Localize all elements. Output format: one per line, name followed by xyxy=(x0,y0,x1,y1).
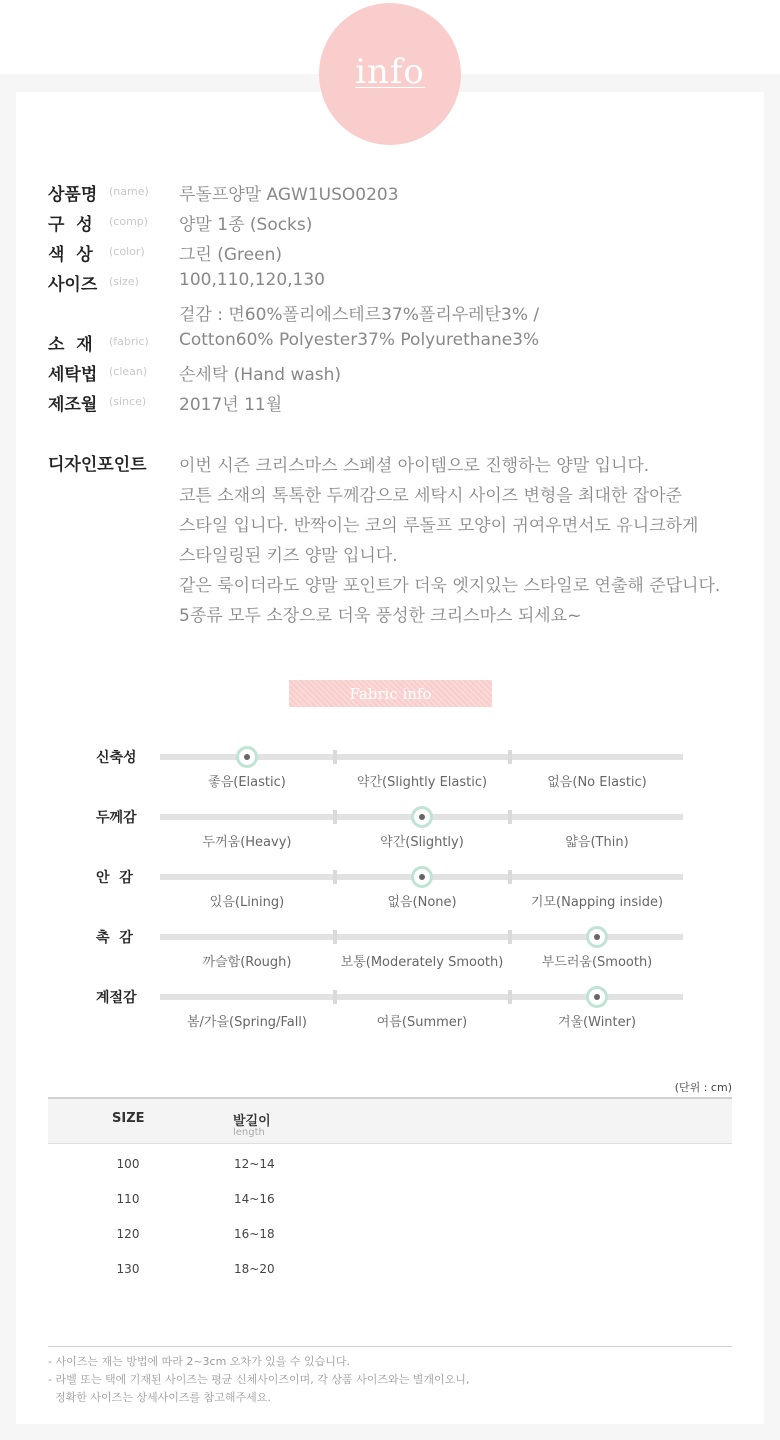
fabric-attribute-label: 두께감 xyxy=(96,810,137,826)
info-badge-label: info xyxy=(355,52,425,92)
scale-divider xyxy=(333,810,337,824)
scale-divider xyxy=(508,930,512,944)
spec-value: 양말 1종 (Socks) xyxy=(179,215,313,235)
spec-sub: (comp) xyxy=(109,215,149,228)
scale-option-label: 보통(Moderately Smooth) xyxy=(340,955,504,970)
spec-value: 2017년 11월 xyxy=(179,395,283,415)
scale-selected-marker xyxy=(586,926,608,948)
design-point-line: 5종류 모두 소장으로 더욱 풍성한 크리스마스 되세요~ xyxy=(179,606,582,626)
table-row-length: 18~20 xyxy=(234,1262,275,1276)
scale-divider xyxy=(508,750,512,764)
spec-value: 루돌프양말 AGW1USO0203 xyxy=(179,185,399,205)
scale-selected-marker xyxy=(236,746,258,768)
header-length-sub: length xyxy=(233,1127,265,1138)
spec-sub: (color) xyxy=(109,245,145,258)
spec-label: 사이즈 xyxy=(48,275,98,295)
note-line: - 라벨 또는 택에 기재된 사이즈는 평균 신체사이즈이며, 각 상품 사이즈와는 별개이오니, xyxy=(48,1373,470,1386)
scale-divider xyxy=(508,990,512,1004)
note-line: 정확한 사이즈는 상세사이즈를 참고해주세요. xyxy=(48,1391,271,1404)
table-row-length: 12~14 xyxy=(234,1157,275,1171)
spec-row-color xyxy=(48,240,282,265)
scale-divider xyxy=(333,750,337,764)
scale-selected-marker xyxy=(411,806,433,828)
scale-divider xyxy=(333,990,337,1004)
table-row-length: 14~16 xyxy=(234,1192,275,1206)
spec-sub: (fabric) xyxy=(109,335,149,348)
spec-label: 소 재 xyxy=(48,335,93,355)
spec-row-name xyxy=(48,180,399,205)
spec-label: 상품명 xyxy=(48,185,98,205)
spec-value: 그린 (Green) xyxy=(179,245,282,265)
table-row-size: 110 xyxy=(116,1192,140,1206)
design-point-line: 스타일링된 키즈 양말 입니다. xyxy=(179,546,398,566)
info-badge xyxy=(319,3,461,145)
spec-value: 100,110,120,130 xyxy=(179,270,326,290)
scale-option-label: 좋음(Elastic) xyxy=(208,775,286,790)
scale-selected-marker xyxy=(411,866,433,888)
fabric-attribute-label: 신축성 xyxy=(96,750,137,766)
fabric-attribute-label: 안 감 xyxy=(96,870,133,886)
fabric-info-title: Fabric info xyxy=(289,680,492,707)
scale-divider xyxy=(333,930,337,944)
design-point-line: 이번 시즌 크리스마스 스페셜 아이템으로 진행하는 양말 입니다. xyxy=(179,456,650,476)
scale-selected-marker xyxy=(586,986,608,1008)
scale-option-label: 얇음(Thin) xyxy=(565,835,629,850)
design-point-line: 스타일 입니다. 반짝이는 코의 루돌프 모양이 귀여우면서도 유니크하게 xyxy=(179,516,699,536)
scale-option-label: 봄/가을(Spring/Fall) xyxy=(186,1015,307,1030)
design-point-label: 디자인포인트 xyxy=(48,455,147,475)
table-row-size: 100 xyxy=(116,1157,140,1171)
scale-option-label: 두꺼움(Heavy) xyxy=(202,835,292,850)
spec-row-fabric xyxy=(48,330,540,355)
spec-sub: (clean) xyxy=(109,365,148,378)
spec-sub: (name) xyxy=(109,185,149,198)
spec-row-comp xyxy=(48,210,313,235)
table-row-size: 130 xyxy=(116,1262,140,1276)
spec-value: Cotton60% Polyester37% Polyurethane3% xyxy=(179,330,540,350)
spec-label: 구 성 xyxy=(48,215,93,235)
spec-row-since xyxy=(48,390,283,415)
spec-label: 세탁법 xyxy=(48,365,98,385)
table-row-size: 120 xyxy=(116,1227,140,1241)
scale-option-label: 없음(None) xyxy=(387,895,457,910)
design-point-line: 코튼 소재의 톡톡한 두께감으로 세탁시 사이즈 변형을 최대한 잡아준 xyxy=(179,486,683,506)
spec-value: 손세탁 (Hand wash) xyxy=(179,365,342,385)
table-header xyxy=(48,1099,732,1144)
notes-rule xyxy=(48,1346,732,1347)
scale-option-label: 까슬함(Rough) xyxy=(202,955,292,970)
scale-divider xyxy=(508,810,512,824)
scale-option-label: 부드러움(Smooth) xyxy=(541,955,653,970)
spec-row-clean xyxy=(48,360,342,385)
spec-label: 제조월 xyxy=(48,395,98,415)
scale-option-label: 여름(Summer) xyxy=(376,1015,468,1030)
table-row-length: 16~18 xyxy=(234,1227,275,1241)
spec-label: 색 상 xyxy=(48,245,93,265)
spec-sub: (since) xyxy=(109,395,147,408)
unit-note: (단위 : cm) xyxy=(674,1081,732,1094)
spec-row-size xyxy=(48,270,326,295)
fabric-attribute-label: 계절감 xyxy=(96,990,137,1006)
scale-option-label: 겨울(Winter) xyxy=(557,1015,637,1030)
scale-option-label: 약간(Slightly Elastic) xyxy=(356,775,488,790)
header-size: SIZE xyxy=(112,1111,145,1126)
scale-option-label: 없음(No Elastic) xyxy=(547,775,647,790)
scale-divider xyxy=(508,870,512,884)
header-length: 발길이 xyxy=(233,1114,271,1129)
note-line: - 사이즈는 재는 방법에 따라 2~3cm 오차가 있을 수 있습니다. xyxy=(48,1355,351,1368)
scale-divider xyxy=(333,870,337,884)
scale-option-label: 기모(Napping inside) xyxy=(530,895,664,910)
spec-sub: (size) xyxy=(109,275,139,288)
spec-value: 겉감 : 면60%폴리에스테르37%폴리우레탄3% / xyxy=(179,305,540,325)
scale-option-label: 약간(Slightly) xyxy=(380,835,464,850)
fabric-attribute-label: 촉 감 xyxy=(96,930,133,946)
design-point-line: 같은 룩이더라도 양말 포인트가 더욱 엣지있는 스타일로 연출해 준답니다. xyxy=(179,576,721,596)
scale-option-label: 있음(Lining) xyxy=(209,895,285,910)
